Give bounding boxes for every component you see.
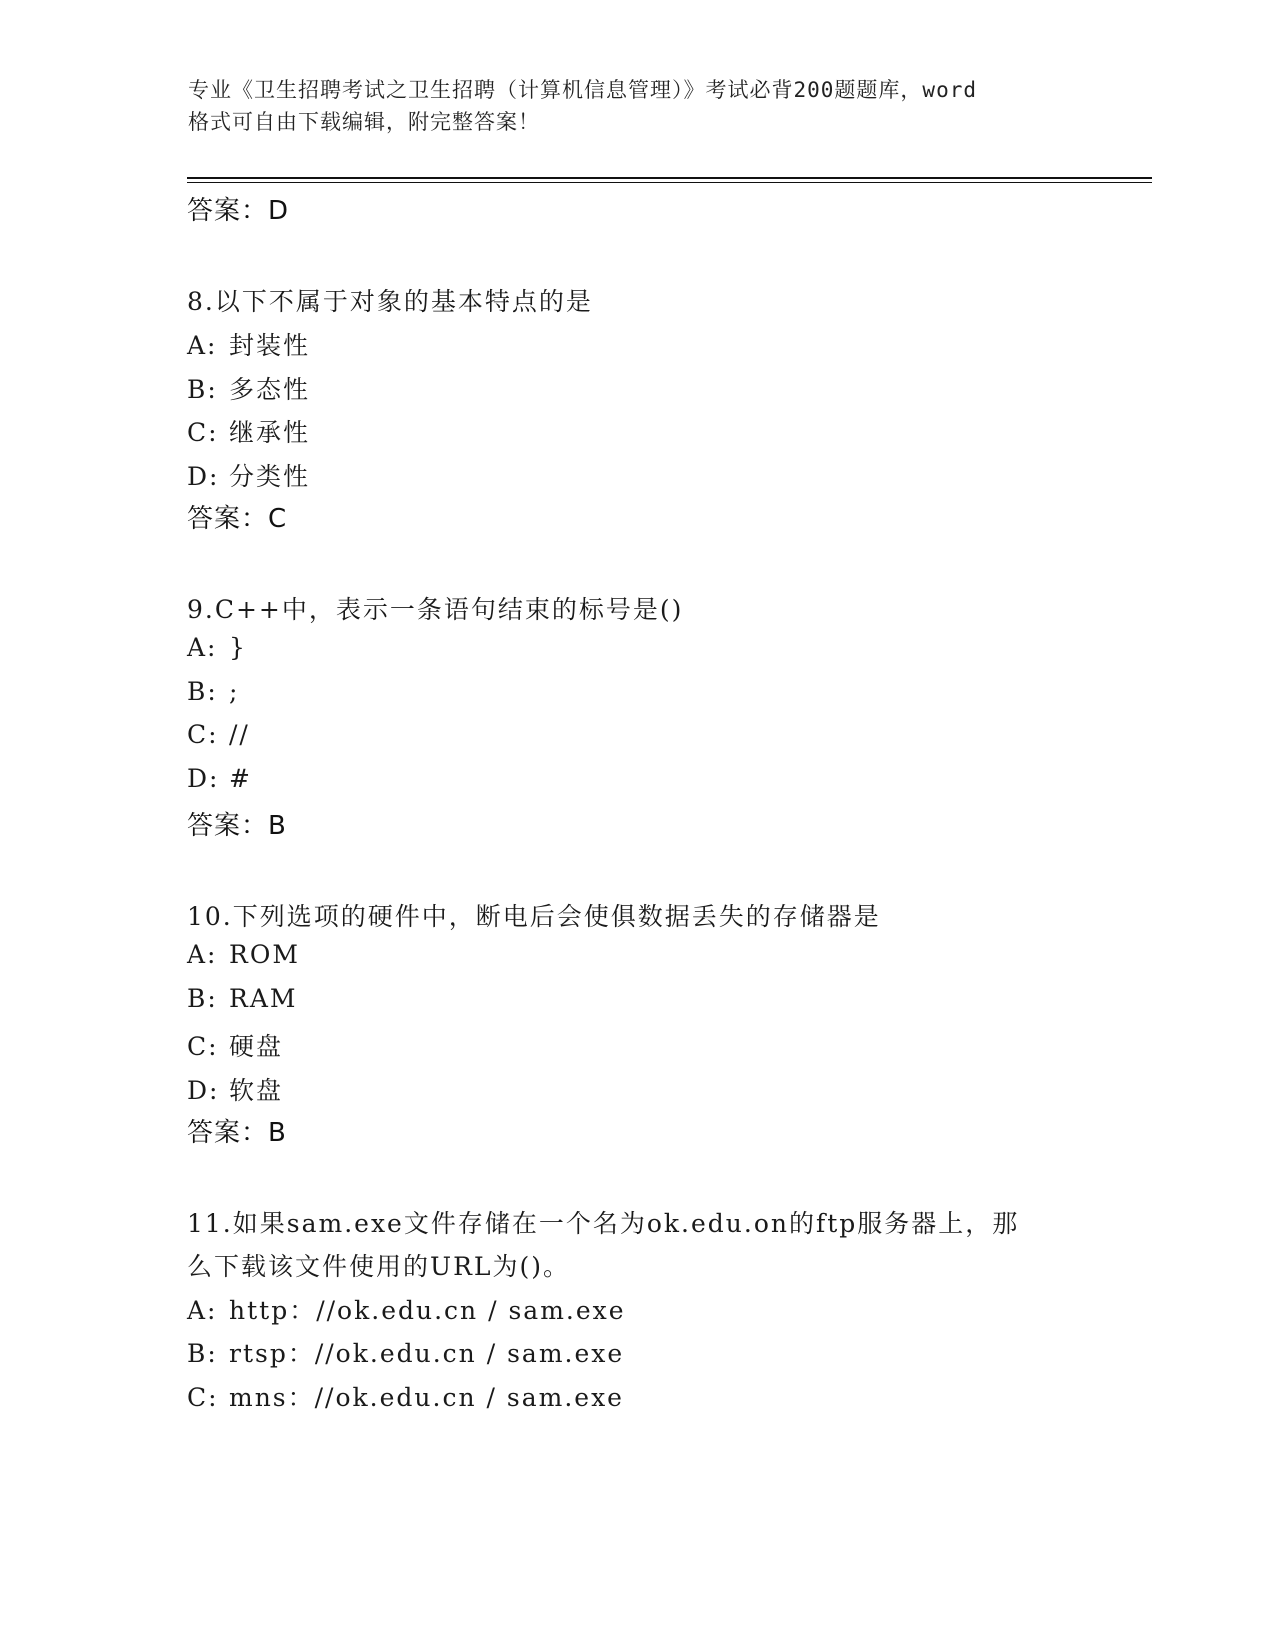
header-divider-thick: [187, 177, 1152, 179]
option-text: rtsp：//ok.edu.cn / sam.exe: [229, 1339, 625, 1368]
question-title: 8.以下不属于对象的基本特点的是: [187, 287, 593, 316]
option-b: [187, 677, 239, 706]
option-label: A:: [187, 940, 218, 969]
option-b: [187, 1334, 624, 1370]
option-text: 多态性: [229, 375, 311, 404]
option-label: B:: [187, 375, 218, 404]
document-header: [188, 74, 1088, 138]
option-text: ;: [229, 677, 240, 706]
option-label: A:: [187, 1296, 218, 1325]
option-c: [187, 1027, 283, 1063]
header-divider-thin: [187, 182, 1152, 183]
option-text: 硬盘: [229, 1032, 284, 1061]
answer-line: 答案：B: [187, 811, 287, 841]
option-text: #: [229, 764, 252, 793]
option-label: B:: [187, 984, 218, 1013]
option-a: [187, 326, 310, 362]
option-a: [187, 1291, 626, 1327]
option-text: //: [229, 720, 250, 749]
question-title-line-1: 11.如果sam.exe文件存储在一个名为ok.edu.on的ftp服务器上，那: [187, 1209, 1020, 1238]
option-label: D:: [187, 1076, 220, 1105]
option-text: RAM: [229, 984, 298, 1013]
option-c: [187, 413, 310, 449]
answer-line: 答案：D: [187, 196, 290, 226]
option-label: B:: [187, 1339, 218, 1368]
option-b: [187, 984, 297, 1013]
option-text: ROM: [229, 940, 300, 969]
option-text: }: [229, 633, 247, 662]
option-c: [187, 1378, 624, 1414]
option-label: B:: [187, 677, 218, 706]
option-text: 封装性: [229, 331, 311, 360]
option-label: A:: [187, 633, 218, 662]
option-label: D:: [187, 462, 220, 491]
option-c: [187, 720, 250, 749]
option-text: mns：//ok.edu.cn / sam.exe: [229, 1383, 624, 1412]
option-label: C:: [187, 1032, 219, 1061]
option-label: A:: [187, 331, 218, 360]
answer-line: 答案：C: [187, 504, 288, 534]
option-label: C:: [187, 418, 219, 447]
option-text: http：//ok.edu.cn / sam.exe: [229, 1296, 626, 1325]
header-line-1: 专业《卫生招聘考试之卫生招聘（计算机信息管理）》考试必背200题题库，word: [188, 78, 977, 102]
option-a: [187, 633, 247, 662]
option-text: 软盘: [229, 1076, 284, 1105]
option-a: [187, 940, 300, 969]
header-line-2: 格式可自由下载编辑，附完整答案！: [188, 110, 540, 134]
question-title: 10.下列选项的硬件中，断电后会使俱数据丢失的存储器是: [187, 902, 881, 931]
option-b: [187, 370, 310, 406]
option-d: [187, 764, 252, 793]
option-label: D:: [187, 764, 220, 793]
option-label: C:: [187, 720, 219, 749]
option-text: 继承性: [229, 418, 311, 447]
answer-line: 答案：B: [187, 1118, 287, 1148]
option-label: C:: [187, 1383, 219, 1412]
question-title: 9.C++中，表示一条语句结束的标号是(): [187, 595, 684, 624]
question-title-line-2: 么下载该文件使用的URL为()。: [187, 1252, 571, 1281]
option-d: [187, 1071, 283, 1107]
option-d: [187, 457, 310, 493]
option-text: 分类性: [229, 462, 311, 491]
